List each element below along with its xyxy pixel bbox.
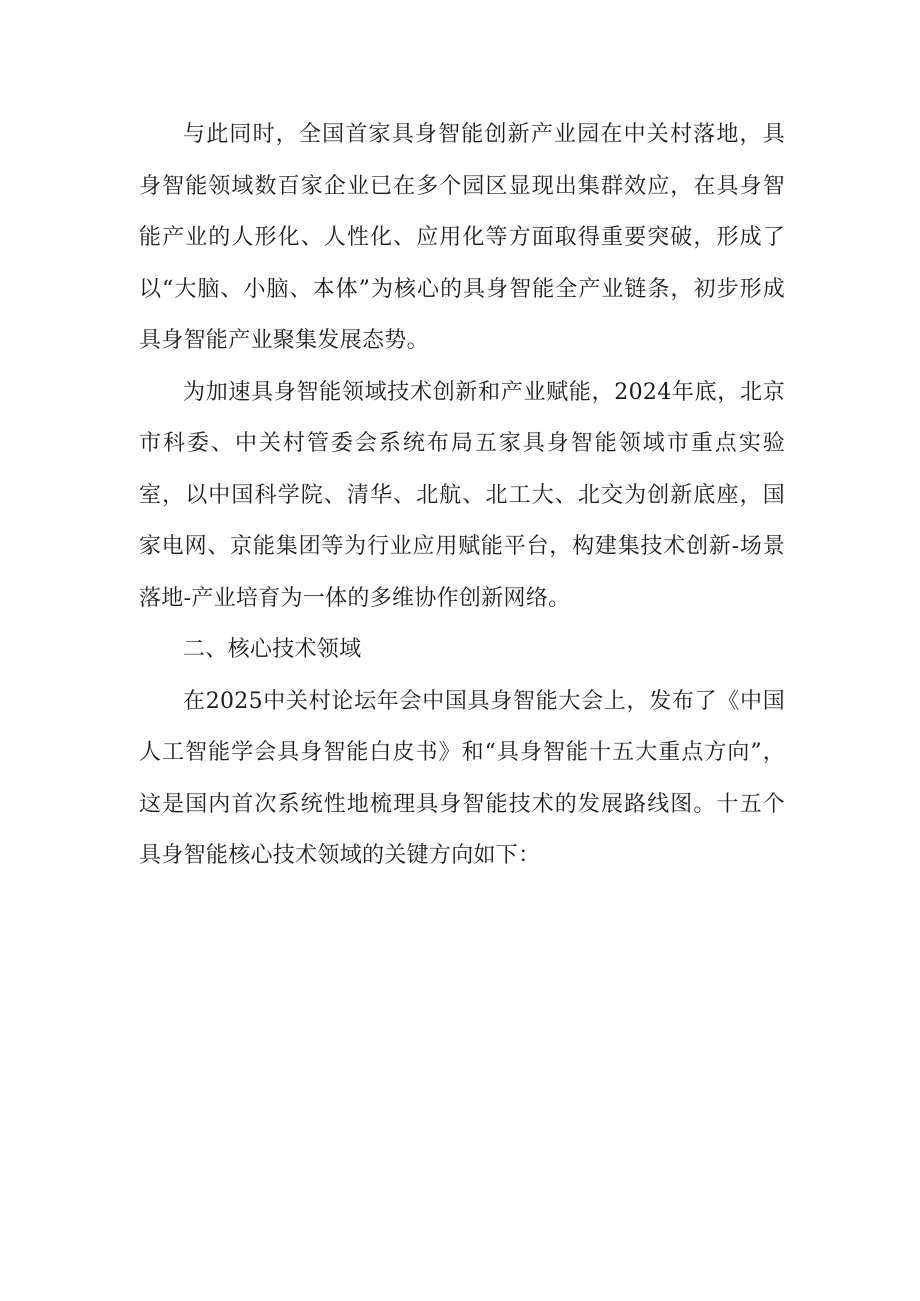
- document-body: [139, 109, 785, 882]
- paragraph-key-laboratories: 为加速具身智能领域技术创新和产业赋能，2024年底，北京市科委、中关村管委会系统布局五家具身智能领域市重点实验室，以中国科学院、清华、北航、北工大、北交为创新底座，国家电网、京能集团等为行业应用赋能平台，构建集技术创新-场景落地-产业培育为一体的多维协作创新网络。: [139, 379, 785, 611]
- paragraph-industrial-park: 与此同时，全国首家具身智能创新产业园在中关村落地，具身智能领域数百家企业已在多个园区显现出集群效应，在具身智能产业的人形化、人性化、应用化等方面取得重要突破，形成了以“大脑、小脑、本体”为核心的具身智能全产业链条，初步形成具身智能产业聚集发展态势。: [139, 122, 785, 353]
- section-heading: 二、核心技术领域: [183, 637, 362, 662]
- paragraph-white-paper: 在2025中关村论坛年会中国具身智能大会上，发布了《中国人工智能学会具身智能白皮书》和“具身智能十五大重点方向”，这是国内首次系统性地梳理具身智能技术的发展路线图。十五个具身智能核心技术领域的关键方向如下：: [139, 688, 785, 868]
